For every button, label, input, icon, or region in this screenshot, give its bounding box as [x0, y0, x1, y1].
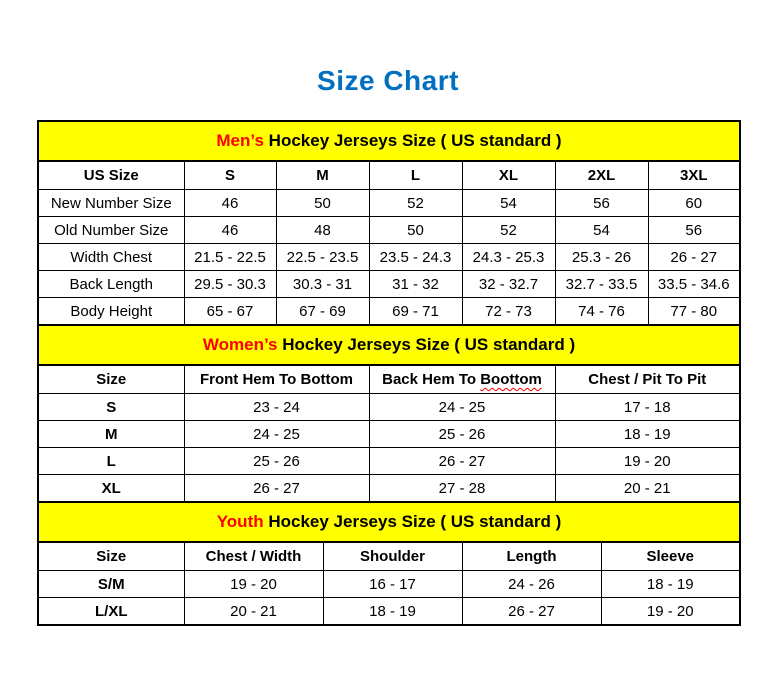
- row-label: New Number Size: [38, 190, 184, 217]
- data-cell: 50: [276, 190, 369, 217]
- youth-size-table: [37, 501, 741, 626]
- data-cell: 24.3 - 25.3: [462, 244, 555, 271]
- youth-header-cell: Size: [38, 542, 184, 571]
- mens-header-row: [38, 161, 740, 190]
- back-hem-prefix: Back Hem To: [382, 371, 477, 388]
- youth-section-band: [38, 502, 740, 542]
- table-row: [38, 190, 740, 217]
- data-cell: 52: [462, 217, 555, 244]
- mens-header-cell: L: [369, 161, 462, 190]
- table-row: [38, 271, 740, 298]
- data-cell: 26 - 27: [369, 448, 555, 475]
- data-cell: 26 - 27: [184, 475, 369, 503]
- table-row: [38, 394, 740, 421]
- womens-header-row: [38, 365, 740, 394]
- data-cell: 20 - 21: [555, 475, 740, 503]
- youth-section-title: [38, 502, 740, 542]
- mens-section-rest: Hockey Jerseys Size ( US standard ): [268, 131, 562, 150]
- womens-header-cell: Size: [38, 365, 184, 394]
- table-row: [38, 217, 740, 244]
- data-cell: 54: [555, 217, 648, 244]
- data-cell: 74 - 76: [555, 298, 648, 326]
- row-label: M: [38, 421, 184, 448]
- youth-header-cell: Sleeve: [601, 542, 740, 571]
- data-cell: 56: [648, 217, 740, 244]
- womens-size-table: [37, 324, 741, 503]
- table-row: [38, 421, 740, 448]
- size-chart-tables: [37, 120, 739, 626]
- table-row: [38, 448, 740, 475]
- page-title: Size Chart: [317, 65, 459, 96]
- data-cell: 25 - 26: [369, 421, 555, 448]
- data-cell: 31 - 32: [369, 271, 462, 298]
- data-cell: 30.3 - 31: [276, 271, 369, 298]
- data-cell: 46: [184, 190, 276, 217]
- table-row: [38, 298, 740, 326]
- table-row: [38, 244, 740, 271]
- youth-header-cell: Chest / Width: [184, 542, 323, 571]
- mens-section-title: [38, 121, 740, 161]
- youth-section-highlight: Youth: [216, 512, 264, 531]
- womens-section-title: [38, 325, 740, 365]
- data-cell: 22.5 - 23.5: [276, 244, 369, 271]
- row-label: L: [38, 448, 184, 475]
- womens-section-band: [38, 325, 740, 365]
- data-cell: 18 - 19: [323, 598, 462, 626]
- womens-header-cell: Front Hem To Bottom: [184, 365, 369, 394]
- data-cell: 23.5 - 24.3: [369, 244, 462, 271]
- mens-header-cell: 2XL: [555, 161, 648, 190]
- data-cell: 25 - 26: [184, 448, 369, 475]
- mens-header-cell: XL: [462, 161, 555, 190]
- data-cell: 69 - 71: [369, 298, 462, 326]
- data-cell: 24 - 25: [184, 421, 369, 448]
- row-label: Width Chest: [38, 244, 184, 271]
- data-cell: 24 - 25: [369, 394, 555, 421]
- data-cell: 77 - 80: [648, 298, 740, 326]
- data-cell: 26 - 27: [462, 598, 601, 626]
- row-label: Old Number Size: [38, 217, 184, 244]
- data-cell: 32 - 32.7: [462, 271, 555, 298]
- data-cell: 72 - 73: [462, 298, 555, 326]
- womens-section-highlight: Women’s: [202, 335, 278, 354]
- data-cell: 26 - 27: [648, 244, 740, 271]
- row-label: L/XL: [38, 598, 184, 626]
- data-cell: 60: [648, 190, 740, 217]
- data-cell: 16 - 17: [323, 571, 462, 598]
- data-cell: 33.5 - 34.6: [648, 271, 740, 298]
- data-cell: 54: [462, 190, 555, 217]
- row-label: S: [38, 394, 184, 421]
- data-cell: 27 - 28: [369, 475, 555, 503]
- data-cell: 21.5 - 22.5: [184, 244, 276, 271]
- youth-header-cell: Shoulder: [323, 542, 462, 571]
- data-cell: 23 - 24: [184, 394, 369, 421]
- data-cell: 18 - 19: [555, 421, 740, 448]
- data-cell: 50: [369, 217, 462, 244]
- mens-header-cell: US Size: [38, 161, 184, 190]
- table-row: [38, 571, 740, 598]
- back-hem-misspelled-word: Boottom: [480, 371, 542, 388]
- data-cell: 32.7 - 33.5: [555, 271, 648, 298]
- data-cell: 19 - 20: [184, 571, 323, 598]
- youth-header-cell: Length: [462, 542, 601, 571]
- row-label: XL: [38, 475, 184, 503]
- youth-section-rest: Hockey Jerseys Size ( US standard ): [268, 512, 562, 531]
- mens-section-band: [38, 121, 740, 161]
- youth-header-row: [38, 542, 740, 571]
- data-cell: 48: [276, 217, 369, 244]
- data-cell: 25.3 - 26: [555, 244, 648, 271]
- mens-size-table: [37, 120, 741, 326]
- data-cell: 19 - 20: [555, 448, 740, 475]
- mens-header-cell: M: [276, 161, 369, 190]
- data-cell: 67 - 69: [276, 298, 369, 326]
- row-label: Body Height: [38, 298, 184, 326]
- data-cell: 20 - 21: [184, 598, 323, 626]
- row-label: Back Length: [38, 271, 184, 298]
- data-cell: 65 - 67: [184, 298, 276, 326]
- data-cell: 17 - 18: [555, 394, 740, 421]
- mens-section-highlight: Men’s: [216, 131, 264, 150]
- mens-header-cell: S: [184, 161, 276, 190]
- row-label: S/M: [38, 571, 184, 598]
- data-cell: 46: [184, 217, 276, 244]
- data-cell: 29.5 - 30.3: [184, 271, 276, 298]
- data-cell: 24 - 26: [462, 571, 601, 598]
- data-cell: 56: [555, 190, 648, 217]
- data-cell: 18 - 19: [601, 571, 740, 598]
- mens-header-cell: 3XL: [648, 161, 740, 190]
- womens-section-rest: Hockey Jerseys Size ( US standard ): [282, 335, 576, 354]
- table-row: [38, 598, 740, 626]
- womens-header-cell: Chest / Pit To Pit: [555, 365, 740, 394]
- data-cell: 52: [369, 190, 462, 217]
- table-row: [38, 475, 740, 503]
- data-cell: 19 - 20: [601, 598, 740, 626]
- womens-header-cell-misspelled: [369, 365, 555, 394]
